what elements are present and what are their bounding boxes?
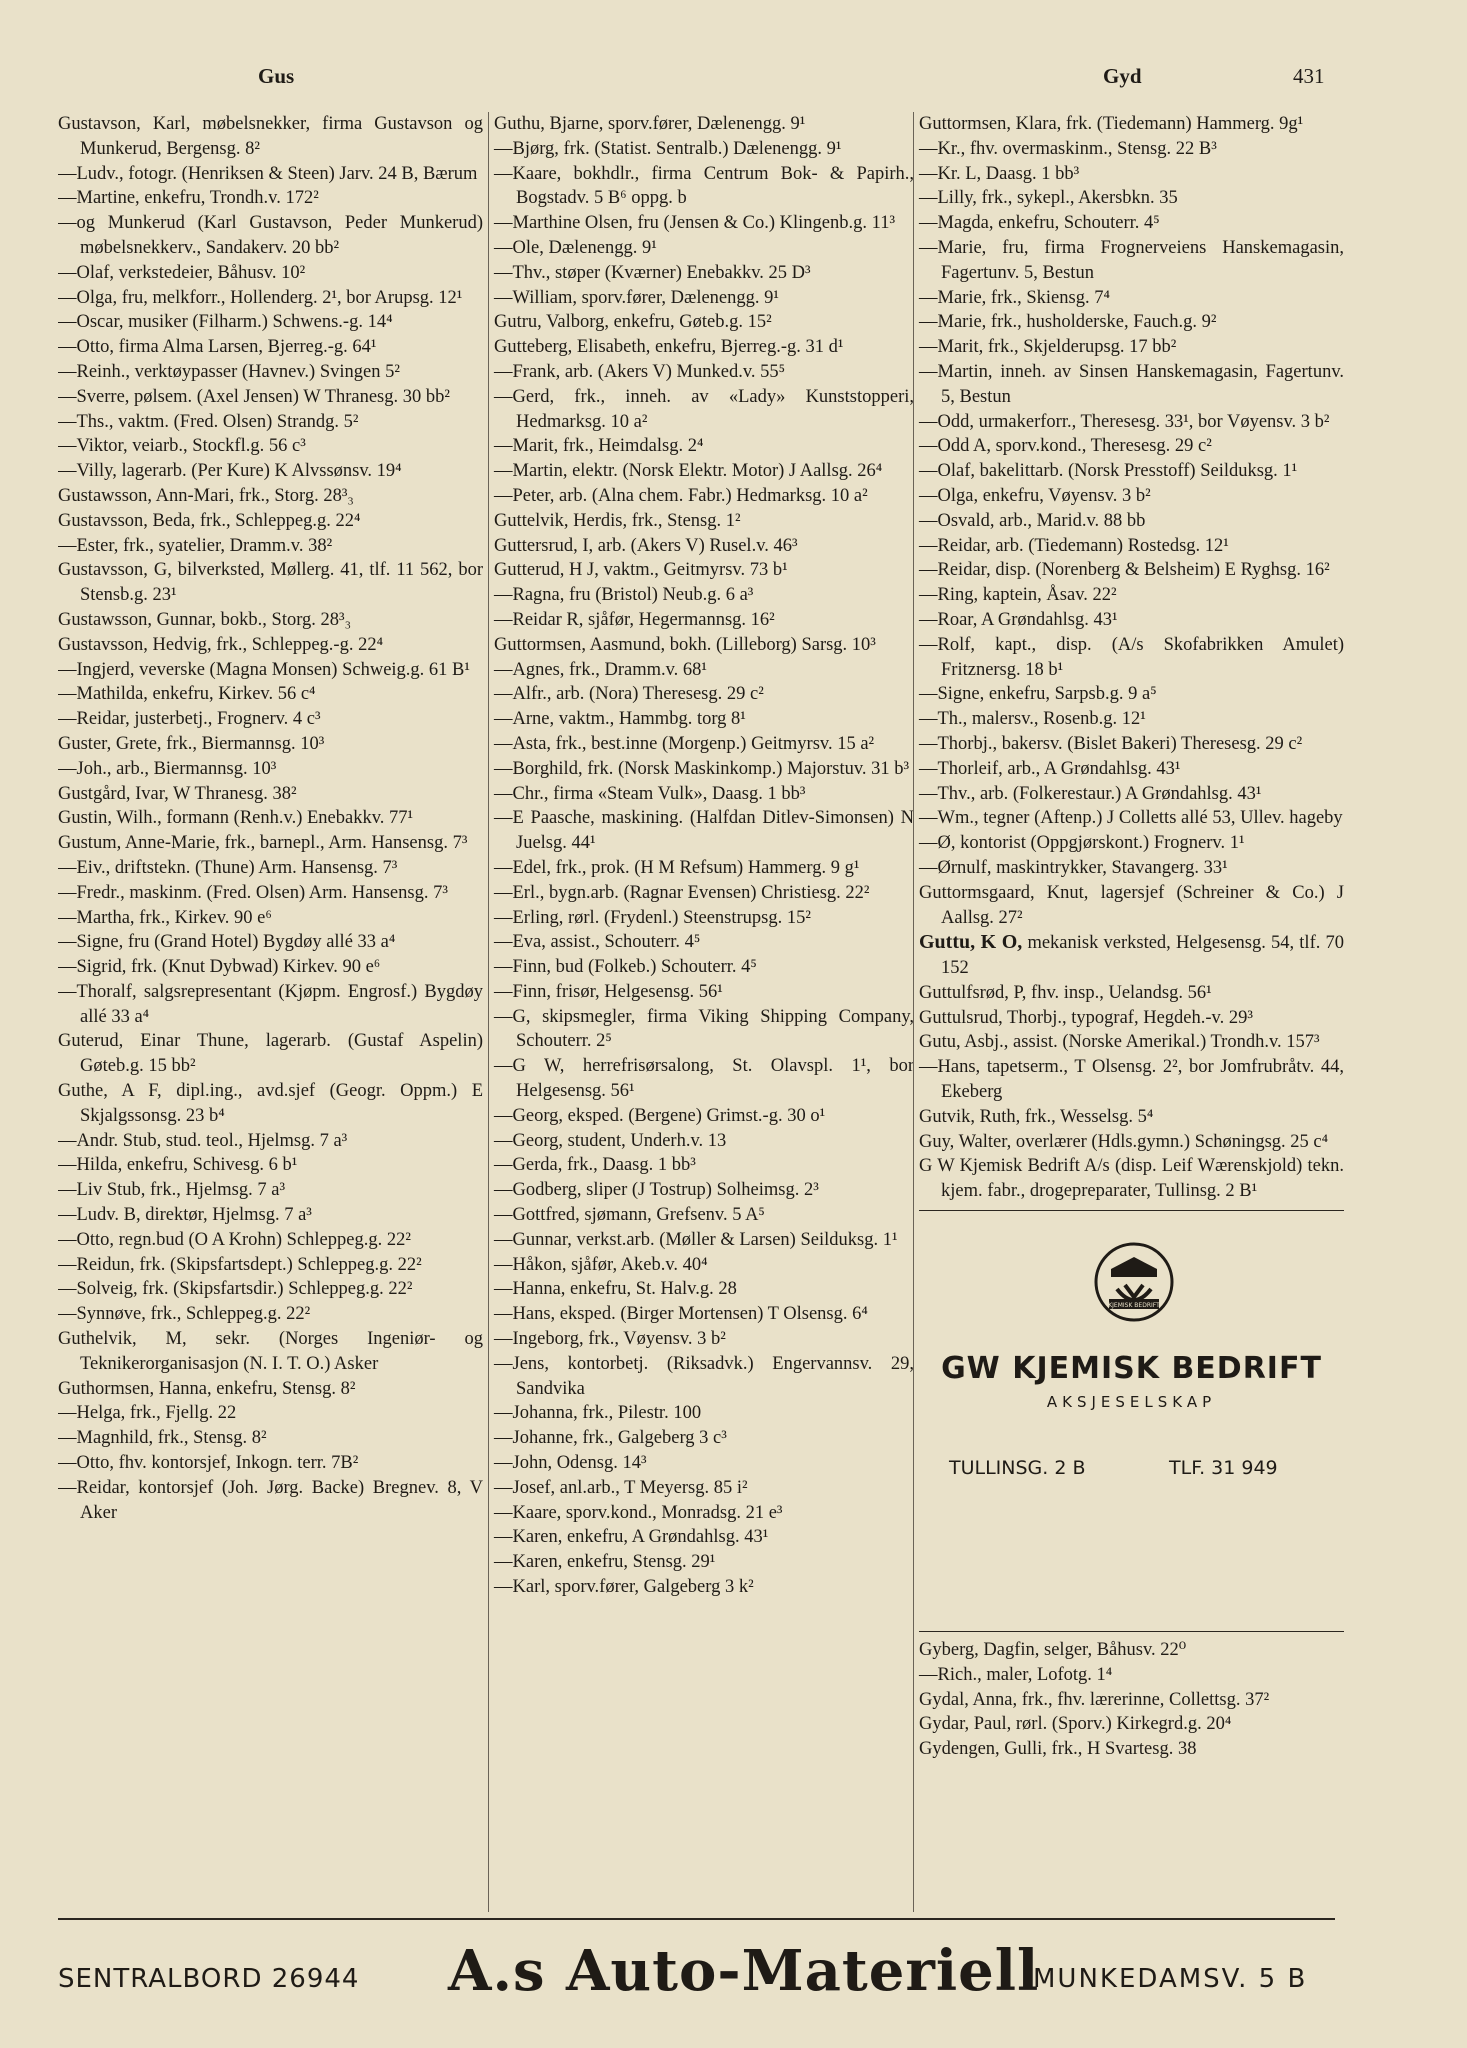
column-3 [913, 112, 1344, 1912]
directory-entry: Guttormsgaard, Knut, lagersjef (Schreiner & Co.) J Aallsg. 27² [919, 882, 1344, 928]
directory-entry: Guterud, Einar Thune, lagerarb. (Gustaf Aspelin) Gøteb.g. 15 bb² [58, 1031, 483, 1077]
directory-entry: —G W, herrefrisørsalong, St. Olavspl. 1¹, bor Helgesensg. 56¹ [494, 1056, 914, 1102]
directory-entry: —Marie, frk., husholderske, Fauch.g. 9² [919, 312, 1217, 333]
directory-entry: —Synnøve, frk., Schleppeg.g. 22² [58, 1304, 311, 1325]
footer-company: A.s Auto-Materiell [448, 1938, 1040, 2004]
directory-entry: —Reidar, disp. (Norenberg & Belsheim) E Ryghsg. 16² [919, 560, 1330, 581]
directory-entry: —Chr., firma «Steam Vulk», Daasg. 1 bb³ [494, 783, 806, 804]
directory-entry: —Eva, assist., Schouterr. 4⁵ [494, 932, 701, 953]
directory-entry: —Martha, frk., Kirkev. 90 e⁶ [58, 907, 272, 928]
directory-entry: —Godberg, sliper (J Tostrup) Solheimsg. 2³ [494, 1180, 819, 1201]
directory-entry: —Bjørg, frk. (Statist. Sentralb.) Dælenengg. 9¹ [494, 138, 842, 159]
directory-entry: —Ludv. B, direktør, Hjelmsg. 7 a³ [58, 1205, 312, 1226]
advert-address: TULLINSG. 2 B [949, 1457, 1086, 1480]
directory-entry: Gustavson, Karl, møbelsnekker, firma Gustavson og Munkerud, Bergensg. 8² [58, 114, 483, 159]
directory-entry: —Ring, kaptein, Åsav. 22² [919, 585, 1117, 606]
directory-entry: —Osvald, arb., Marid.v. 88 bb [919, 510, 1146, 531]
directory-entry: —Fredr., maskinm. (Fred. Olsen) Arm. Hansensg. 7³ [58, 882, 448, 903]
directory-entry: —Viktor, veiarb., Stockfl.g. 56 c³ [58, 436, 306, 457]
directory-entry: —Frank, arb. (Akers V) Munked.v. 55⁵ [494, 361, 786, 382]
directory-entry: —Ørnulf, maskintrykker, Stavangerg. 33¹ [919, 857, 1228, 878]
directory-entry: —Andr. Stub, stud. teol., Hjelmsg. 7 a³ [58, 1130, 348, 1151]
footer-switchboard: SENTRALBORD 26944 [58, 1964, 360, 1994]
directory-entry: —Asta, frk., best.inne (Morgenp.) Geitmyrsv. 15 a² [494, 733, 875, 754]
directory-entry: —Martin, inneh. av Sinsen Hanskemagasin, Fagertunv. 5, Bestun [919, 361, 1344, 407]
directory-entry: —Johanna, frk., Pilestr. 100 [494, 1403, 702, 1424]
directory-entry: —John, Odensg. 14³ [494, 1453, 647, 1474]
directory-entry: —Olaf, bakelittarb. (Norsk Presstoff) Seilduksg. 1¹ [919, 461, 1298, 482]
advert-title: GW KJEMISK BEDRIFT [941, 1351, 1322, 1387]
directory-entry: —Kaare, sporv.kond., Monradsg. 21 e³ [494, 1502, 783, 1523]
directory-entry: Gustum, Anne-Marie, frk., barnepl., Arm. Hansensg. 7³ [58, 833, 468, 854]
directory-entry: —Karen, enkefru, Stensg. 29¹ [494, 1552, 716, 1573]
directory-entry: —Thv., støper (Kværner) Enebakkv. 25 D³ [494, 262, 811, 283]
directory-entry: Guttulsrud, Thorbj., typograf, Hegdeh.-v. 29³ [919, 1007, 1253, 1028]
directory-entry: Gustgård, Ivar, W Thranesg. 38² [58, 783, 297, 804]
advert-box [919, 1210, 1344, 1632]
directory-entry: Guthelvik, M, sekr. (Norges Ingeniør- og Teknikerorganisasjon (N. I. T. O.) Asker [58, 1329, 483, 1374]
directory-entry: —Martine, enkefru, Trondh.v. 172² [58, 188, 319, 209]
directory-entry: —Ingeborg, frk., Vøyensv. 3 b² [494, 1329, 726, 1350]
directory-entry: —Kaare, bokhdlr., firma Centrum Bok- & Papirh., Bogstadv. 5 B⁶ oppg. b [494, 163, 914, 209]
directory-entry: —Thoralf, salgsrepresentant (Kjøpm. Engrosf.) Bygdøy allé 33 a⁴ [58, 981, 483, 1027]
directory-entry: —Karl, sporv.fører, Galgeberg 3 k² [494, 1577, 754, 1598]
directory-entry: —Rolf, kapt., disp. (A/s Skofabrikken Amulet) Fritznersg. 18 b¹ [919, 634, 1344, 680]
directory-entry: —Olga, enkefru, Vøyensv. 3 b² [919, 485, 1151, 506]
directory-entry: Gydengen, Gulli, frk., H Svartesg. 38 [919, 1739, 1197, 1760]
directory-entry: Guthu, Bjarne, sporv.fører, Dælenengg. 9¹ [494, 114, 806, 134]
directory-entry: —Marthine Olsen, fru (Jensen & Co.) Klingenb.g. 11³ [494, 213, 896, 234]
directory-entry: —G, skipsmegler, firma Viking Shipping Company, Schouterr. 2⁵ [494, 1006, 914, 1052]
directory-entry: Guthe, A F, dipl.ing., avd.sjef (Geogr. Oppm.) E Skjalgssonsg. 23 b⁴ [58, 1081, 483, 1126]
directory-entry: —Johanne, frk., Galgeberg 3 c³ [494, 1428, 727, 1449]
directory-entry: —Georg, student, Underh.v. 13 [494, 1130, 727, 1151]
directory-entry: Gydar, Paul, rørl. (Sporv.) Kirkegrd.g. 20⁴ [919, 1714, 1232, 1735]
emblem-text: KJEMISK BEDRIFT [1108, 1302, 1160, 1310]
directory-entry: —Magda, enkefru, Schouterr. 4⁵ [919, 213, 1160, 234]
directory-entry: Guttelvik, Herdis, frk., Stensg. 1² [494, 510, 741, 531]
directory-entry: —Signe, enkefru, Sarpsb.g. 9 a⁵ [919, 684, 1157, 705]
directory-entry: —Gunnar, verkst.arb. (Møller & Larsen) Seilduksg. 1¹ [494, 1229, 898, 1250]
directory-entry: —Odd, urmakerforr., Theresesg. 33¹, bor Vøyensv. 3 b² [919, 411, 1330, 432]
directory-entry: —Peter, arb. (Alna chem. Fabr.) Hedmarksg. 10 a² [494, 485, 868, 506]
directory-entry: —Hanna, enkefru, St. Halv.g. 28 [494, 1279, 737, 1300]
directory-entry: —Thorbj., bakersv. (Bislet Bakeri) Theresesg. 29 c² [919, 733, 1303, 754]
directory-entry: —Liv Stub, frk., Hjelmsg. 7 a³ [58, 1180, 286, 1201]
footer-banner [58, 1938, 1335, 2018]
directory-entry: —Sverre, pølsem. (Axel Jensen) W Thranesg. 30 bb² [58, 386, 450, 407]
directory-entry: —Reidar, arb. (Tiedemann) Rostedsg. 12¹ [919, 535, 1229, 556]
directory-entry: —Mathilda, enkefru, Kirkev. 56 c⁴ [58, 684, 316, 705]
advert-phone: TLF. 31 949 [1169, 1457, 1278, 1480]
directory-entry: —Ths., vaktm. (Fred. Olsen) Strandg. 5² [58, 411, 359, 432]
directory-entry: —Ludv., fotogr. (Henriksen & Steen) Jarv. 24 B, Bærum [58, 163, 478, 184]
column-1 [58, 112, 483, 1912]
page-number: 431 [1293, 64, 1325, 88]
directory-entry: —Joh., arb., Biermannsg. 10³ [58, 758, 277, 779]
directory-entry: —Kr. L, Daasg. 1 bb³ [919, 163, 1080, 184]
directory-entry: —Edel, frk., prok. (H M Refsum) Hammerg. 9 g¹ [494, 857, 860, 878]
directory-entry: —Agnes, frk., Dramm.v. 68¹ [494, 659, 707, 680]
emblem-icon [1091, 1239, 1177, 1325]
directory-entry: —Håkon, sjåfør, Akeb.v. 40⁴ [494, 1254, 708, 1275]
directory-entry: —Oscar, musiker (Filharm.) Schwens.-g. 14⁴ [58, 312, 393, 333]
directory-entry: Gustawsson, Ann-Mari, frk., Storg. 28³₃ [58, 485, 354, 506]
directory-entry: —Ester, frk., syatelier, Dramm.v. 38² [58, 535, 333, 556]
directory-entry: —Reidar, justerbetj., Frognerv. 4 c³ [58, 709, 321, 730]
directory-entry: —Ø, kontorist (Oppgjørskont.) Frognerv. 1¹ [919, 833, 1245, 854]
directory-entry: Gutvik, Ruth, frk., Wesselsg. 5⁴ [919, 1106, 1154, 1127]
column-2 [488, 112, 914, 1912]
directory-entry: —og Munkerud (Karl Gustavson, Peder Munkerud) møbelsnekkerv., Sandakerv. 20 bb² [58, 213, 483, 258]
directory-entry: —Borghild, frk. (Norsk Maskinkomp.) Majorstuv. 31 b³ [494, 758, 910, 779]
directory-entry: Gutterud, H J, vaktm., Geitmyrsv. 73 b¹ [494, 560, 788, 581]
footer-rule [58, 1918, 1335, 1920]
directory-entry: —Otto, firma Alma Larsen, Bjerreg.-g. 64¹ [58, 337, 377, 358]
directory-entry: —Kr., fhv. overmaskinm., Stensg. 22 B³ [919, 138, 1217, 159]
directory-entry: —Eiv., driftstekn. (Thune) Arm. Hansensg. 7³ [58, 857, 398, 878]
directory-entry: —Sigrid, frk. (Knut Dybwad) Kirkev. 90 e⁶ [58, 957, 381, 978]
directory-entry: —Helga, frk., Fjellg. 22 [58, 1403, 237, 1424]
bold-entry [919, 930, 1344, 981]
directory-entry: Gustavsson, Beda, frk., Schleppeg.g. 22⁴ [58, 510, 361, 531]
directory-entry: —Marit, frk., Skjelderupsg. 17 bb² [919, 337, 1177, 358]
directory-entry: —Wm., tegner (Aftenp.) J Colletts allé 53, Ullev. hageby [919, 808, 1343, 829]
directory-entry: Guttulfsrød, P, fhv. insp., Uelandsg. 56¹ [919, 982, 1212, 1003]
directory-entry: —Jens, kontorbetj. (Riksadvk.) Engervannsv. 29, Sandvika [494, 1353, 914, 1399]
directory-entry: —Josef, anl.arb., T Meyersg. 85 i² [494, 1477, 748, 1498]
directory-entry: —Otto, regn.bud (O A Krohn) Schleppeg.g. 22² [58, 1229, 411, 1250]
directory-entry: —Odd A, sporv.kond., Theresesg. 29 c² [919, 436, 1212, 457]
directory-entry: —Marit, frk., Heimdalsg. 2⁴ [494, 436, 704, 457]
directory-entry: Guttormsen, Aasmund, bokh. (Lilleborg) Sarsg. 10³ [494, 634, 876, 655]
directory-entry: Gustavsson, G, bilverksted, Møllerg. 41, tlf. 11 562, bor Stensb.g. 23¹ [58, 560, 483, 606]
directory-entry: —Signe, fru (Grand Hotel) Bygdøy allé 33 a⁴ [58, 932, 396, 953]
directory-entry: —Alfr., arb. (Nora) Theresesg. 29 c² [494, 684, 764, 705]
directory-entry: —Erling, rørl. (Frydenl.) Steenstrupsg. 15² [494, 907, 811, 928]
directory-entry: Guy, Walter, overlærer (Hdls.gymn.) Schøningsg. 25 c⁴ [919, 1131, 1329, 1152]
directory-entry: —Hans, eksped. (Birger Mortensen) T Olsensg. 6⁴ [494, 1304, 868, 1325]
directory-entry: Gutru, Valborg, enkefru, Gøteb.g. 15² [494, 312, 772, 333]
directory-entry: Gustavsson, Hedvig, frk., Schleppeg.-g. 22⁴ [58, 634, 384, 655]
directory-entry: —E Paasche, maskining. (Halfdan Ditlev-Simonsen) N Juelsg. 44¹ [494, 808, 914, 854]
column-3-entries-a [919, 112, 1344, 930]
directory-entry: —Roar, A Grøndahlsg. 43¹ [919, 609, 1118, 630]
directory-entry: —Olga, fru, melkforr., Hollenderg. 2¹, bor Arupsg. 12¹ [58, 287, 463, 308]
directory-entry: —Georg, eksped. (Bergene) Grimst.-g. 30 o¹ [494, 1105, 826, 1126]
bold-entry-name: Guttu, K O, [919, 931, 1023, 954]
directory-entry: —Finn, bud (Folkeb.) Schouterr. 4⁵ [494, 957, 757, 978]
directory-entry: Guster, Grete, frk., Biermannsg. 10³ [58, 733, 325, 754]
directory-entry: Gustawsson, Gunnar, bokb., Storg. 28³₃ [58, 609, 352, 630]
column-3-entries-c [919, 1638, 1344, 1762]
bold-entry-rest: mekanisk verksted, Helgesensg. 54, tlf. 70 152 [941, 933, 1344, 979]
directory-entry: Gustin, Wilh., formann (Renh.v.) Enebakkv. 77¹ [58, 808, 414, 829]
directory-entry: —Reidun, frk. (Skipsfartsdept.) Schleppeg.g. 22² [58, 1254, 422, 1275]
directory-entry: —Gottfred, sjømann, Grefsenv. 5 A⁵ [494, 1205, 765, 1226]
directory-entry: —Magnhild, frk., Stensg. 8² [58, 1428, 267, 1449]
directory-entry: Guthormsen, Hanna, enkefru, Stensg. 8² [58, 1378, 356, 1399]
directory-entry: —Ingjerd, veverske (Magna Monsen) Schweig.g. 61 B¹ [58, 659, 470, 680]
directory-entry: —Villy, lagerarb. (Per Kure) K Alvssønsv. 19⁴ [58, 461, 402, 482]
directory-entry: —Thorleif, arb., A Grøndahlsg. 43¹ [919, 758, 1181, 779]
advert-subtitle: AKSJESELSKAP [1046, 1393, 1217, 1412]
directory-entry: Gutteberg, Elisabeth, enkefru, Bjerreg.-g. 31 d¹ [494, 337, 844, 358]
directory-entry: —Marie, fru, firma Frognerveiens Hanskemagasin, Fagertunv. 5, Bestun [919, 237, 1344, 283]
directory-entry: —Karen, enkefru, A Grøndahlsg. 43¹ [494, 1527, 769, 1548]
directory-entry: —Ragna, fru (Bristol) Neub.g. 6 a³ [494, 585, 754, 606]
footer-address: MUNKEDAMSV. 5 B [1033, 1964, 1308, 1994]
directory-entry: —Hans, tapetserm., T Olsensg. 2², bor Jomfrubråtv. 44, Ekeberg [919, 1057, 1344, 1103]
directory-entry: —Reidar, kontorsjef (Joh. Jørg. Backe) Bregnev. 8, V Aker [58, 1477, 483, 1523]
left-running-head: Gus [258, 64, 295, 88]
directory-entry: Guttersrud, I, arb. (Akers V) Rusel.v. 46³ [494, 535, 798, 556]
right-running-head: Gyd [1103, 64, 1142, 88]
directory-entry: —Thv., arb. (Folkerestaur.) A Grøndahlsg. 43¹ [919, 783, 1262, 804]
entry-columns [58, 112, 1344, 1912]
directory-entry: —Olaf, verkstedeier, Båhusv. 10² [58, 262, 306, 283]
directory-entry: —Reinh., verktøypasser (Havnev.) Svingen 5² [58, 361, 400, 382]
directory-entry: —Marie, frk., Skiensg. 7⁴ [919, 287, 1110, 308]
directory-entry: —Reidar R, sjåfør, Hegermannsg. 16² [494, 609, 775, 630]
directory-entry: —Lilly, frk., sykepl., Akersbkn. 35 [919, 188, 1178, 209]
directory-entry: —Martin, elektr. (Norsk Elektr. Motor) J Aallsg. 26⁴ [494, 461, 883, 482]
directory-entry: —Gerd, frk., inneh. av «Lady» Kunststopperi, Hedmarksg. 10 a² [494, 386, 914, 432]
directory-entry: —Erl., bygn.arb. (Ragnar Evensen) Christiesg. 22² [494, 882, 870, 903]
column-3-entries-b [919, 981, 1344, 1204]
directory-entry: Guttormsen, Klara, frk. (Tiedemann) Hammerg. 9g¹ [919, 114, 1304, 134]
directory-entry: —Gerda, frk., Daasg. 1 bb³ [494, 1155, 696, 1176]
directory-entry: —Arne, vaktm., Hammbg. torg 8¹ [494, 709, 746, 730]
running-head [58, 64, 1328, 96]
directory-entry: —Finn, frisør, Helgesensg. 56¹ [494, 981, 723, 1002]
directory-entry: —Hilda, enkefru, Schivesg. 6 b¹ [58, 1155, 298, 1176]
directory-entry: Gyberg, Dagfin, selger, Båhusv. 22⁰ [919, 1640, 1187, 1661]
directory-entry: —Solveig, frk. (Skipsfartsdir.) Schleppeg.g. 22² [58, 1279, 413, 1300]
directory-entry: —Ole, Dælenengg. 9¹ [494, 237, 657, 258]
directory-entry: —Otto, fhv. kontorsjef, Inkogn. terr. 7B² [58, 1453, 359, 1474]
directory-entry: Gydal, Anna, frk., fhv. lærerinne, Collettsg. 37² [919, 1689, 1270, 1710]
directory-entry: —Rich., maler, Lofotg. 1⁴ [919, 1664, 1113, 1685]
directory-entry: —William, sporv.fører, Dælenengg. 9¹ [494, 287, 779, 308]
directory-entry: G W Kjemisk Bedrift A/s (disp. Leif Wærenskjold) tekn. kjem. fabr., drogepreparater, Tullinsg. 2 B¹ [919, 1156, 1344, 1202]
directory-entry: —Th., malersv., Rosenb.g. 12¹ [919, 709, 1146, 730]
directory-entry: Gutu, Asbj., assist. (Norske Amerikal.) Trondh.v. 157³ [919, 1032, 1320, 1053]
